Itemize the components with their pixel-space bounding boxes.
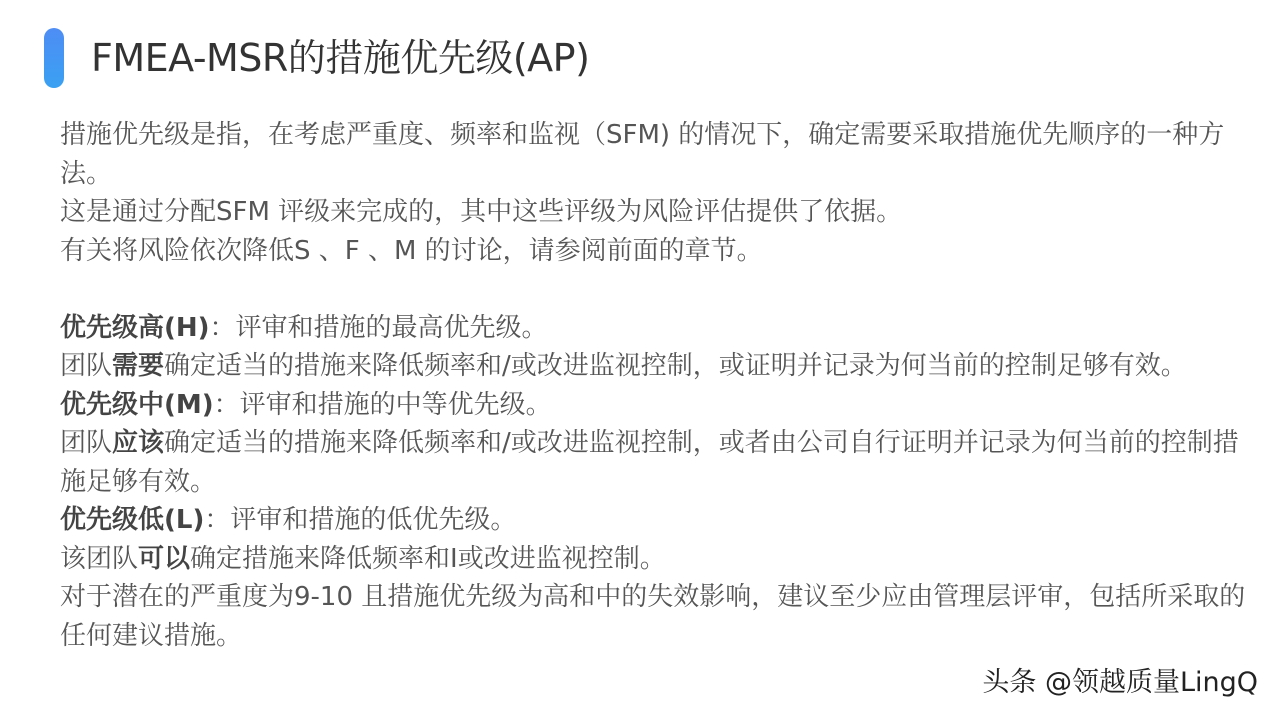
priority-high-label: 优先级高(H) xyxy=(60,312,210,343)
watermark: 头条 @领越质量LingQ xyxy=(982,667,1258,698)
priority-low-keyword: 可以 xyxy=(138,543,191,574)
priority-medium-keyword: 应该 xyxy=(112,428,165,458)
priority-low-label: 优先级低(L) xyxy=(60,505,205,535)
priority-low-post: 确定措施来降低频率和I或改进监视控制。 xyxy=(190,543,666,574)
priority-medium-desc: ：评审和措施的中等优先级。 xyxy=(213,389,552,420)
priority-low-text xyxy=(60,540,1260,579)
priority-medium-pre: 团队 xyxy=(60,428,113,458)
priority-high-text xyxy=(60,347,1260,386)
priority-medium-text xyxy=(60,424,1260,501)
paragraph-gap xyxy=(60,270,1260,309)
intro-paragraph-3: 有关将风险依次降低S 、F 、M 的讨论，请参阅前面的章节。 xyxy=(60,235,763,266)
priority-high-keyword: 需要 xyxy=(112,351,165,381)
priority-low-pre: 该团队 xyxy=(60,543,139,574)
priority-high-pre: 团队 xyxy=(60,351,113,381)
priority-high-heading xyxy=(60,309,1260,348)
intro-paragraph-2: 这是通过分配SFM 评级来完成的，其中这些评级为风险评估提供了依据。 xyxy=(60,197,903,227)
priority-high-post: 确定适当的措施来降低频率和/或改进监视控制，或证明并记录为何当前的控制足够有效。 xyxy=(164,351,1187,381)
intro-paragraph-1: 措施优先级是指，在考虑严重度、频率和监视（SFM) 的情况下，确定需要采取措施优先顺序的一种方法。 xyxy=(60,120,1225,189)
priority-medium-heading xyxy=(60,386,1260,425)
priority-high-desc: ：评审和措施的最高优先级。 xyxy=(209,312,548,343)
priority-medium-post: 确定适当的措施来降低频率和/或改进监视控制，或者由公司自行证明并记录为何当前的控制措施足够有效。 xyxy=(60,428,1239,497)
content-body xyxy=(60,116,1260,655)
priority-low-heading xyxy=(60,501,1260,540)
management-review-note: 对于潜在的严重度为9-10 且措施优先级为高和中的失效影响，建议至少应由管理层评审，包括所采取的任何建议措施。 xyxy=(60,582,1246,651)
priority-medium-label: 优先级中(M) xyxy=(60,389,214,420)
page-title: FMEA-MSR的措施优先级(AP) xyxy=(91,36,590,80)
priority-low-desc: ：评审和措施的低优先级。 xyxy=(204,505,517,535)
title-accent-bar xyxy=(44,28,64,88)
